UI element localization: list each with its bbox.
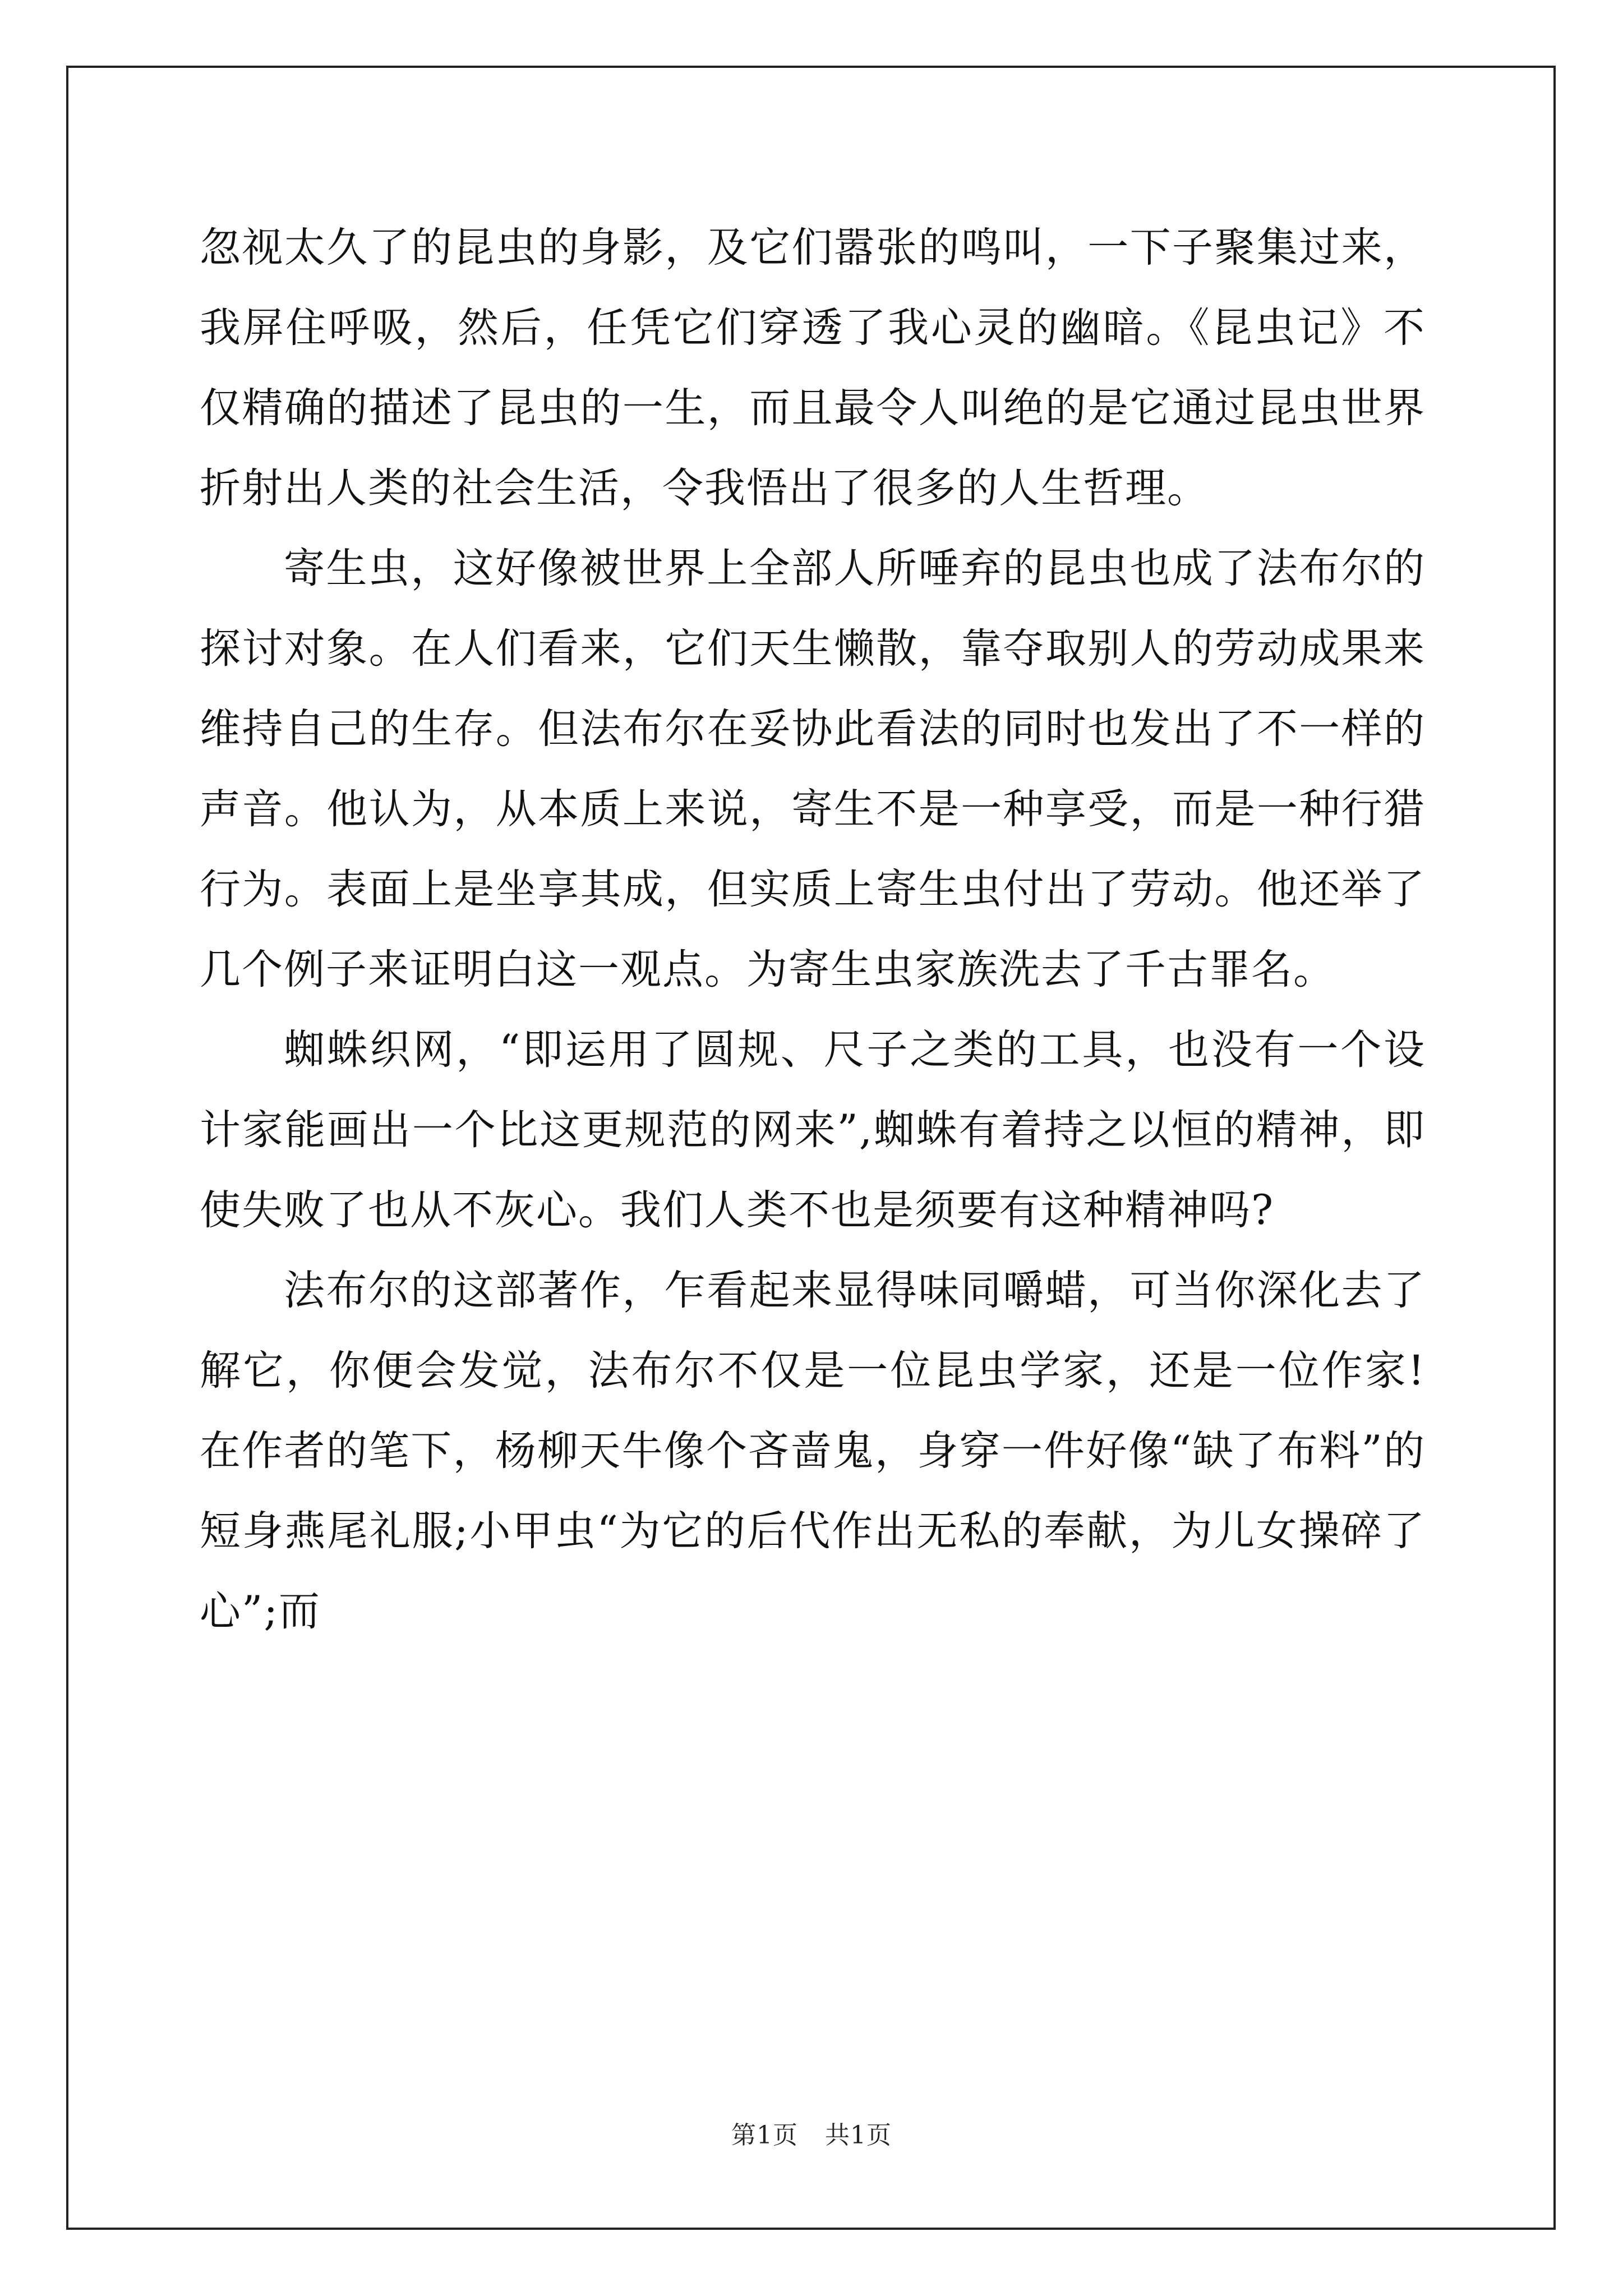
document-body <box>200 208 1426 1651</box>
paragraph-2: 寄生虫，这好像被世界上全部人所唾弃的昆虫也成了法布尔的探讨对象。在人们看来，它们天生懒散，靠夺取别人的劳动成果来维持自己的生存。但法布尔在妥协此看法的同时也发出了不一样的声音。他认为，从本质上来说，寄生不是一种享受，而是一种行猎行为。表面上是坐享其成，但实质上寄生虫付出了劳动。他还举了几个例子来证明白这一观点。为寄生虫家族洗去了千古罪名。 <box>200 545 1426 993</box>
page-footer <box>0 2115 1623 2151</box>
page-number: 第1页 <box>731 2121 798 2150</box>
paragraph-3: 蜘蛛织网，“即运用了圆规、尺子之类的工具，也没有一个设计家能画出一个比这更规范的网来”,蜘蛛有着持之以恒的精神，即使失败了也从不灰心。我们人类不也是须要有这种精神吗? <box>200 1026 1426 1234</box>
page-total: 共1页 <box>825 2121 892 2150</box>
paragraph-4: 法布尔的这部著作，乍看起来显得味同嚼蜡，可当你深化去了解它，你便会发觉，法布尔不仅是一位昆虫学家，还是一位作家!在作者的笔下，杨柳天牛像个吝啬鬼，身穿一件好像“缺了布料”的短身燕尾礼服;小甲虫“为它的后代作出无私的奉献，为儿女操碎了心”;而 <box>200 1267 1426 1635</box>
paragraph-1: 忽视太久了的昆虫的身影，及它们嚣张的鸣叫，一下子聚集过来，我屏住呼吸，然后，任凭它们穿透了我心灵的幽暗。《昆虫记》不仅精确的描述了昆虫的一生，而且最令人叫绝的是它通过昆虫世界折射出人类的社会生活，令我悟出了很多的人生哲理。 <box>200 224 1426 512</box>
